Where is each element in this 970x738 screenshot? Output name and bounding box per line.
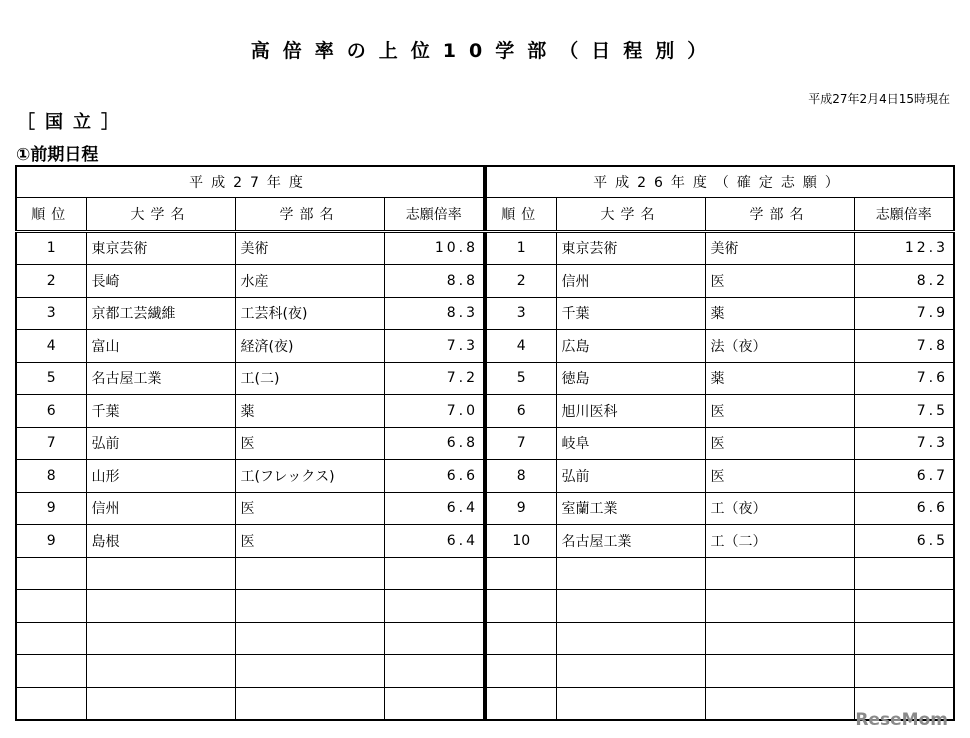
table-row — [16, 460, 484, 493]
ratio-cell — [854, 655, 954, 688]
ratio-cell: 6.7 — [854, 460, 954, 493]
column-header-university: 大学名 — [556, 198, 705, 232]
faculty-cell: 美術 — [705, 231, 854, 265]
university-cell — [556, 622, 705, 655]
rank-cell: 9 — [16, 525, 86, 558]
university-cell: 島根 — [86, 525, 235, 558]
column-header-faculty: 学部名 — [235, 198, 384, 232]
ratio-cell: 8.2 — [854, 265, 954, 298]
table-heading: 平成26年度（確定志願） — [486, 166, 954, 198]
faculty-cell: 医 — [705, 265, 854, 298]
rank-cell: 6 — [16, 395, 86, 428]
table-row — [16, 427, 484, 460]
university-cell: 東京芸術 — [86, 231, 235, 265]
rank-cell — [16, 687, 86, 720]
faculty-cell — [235, 622, 384, 655]
ratio-cell: 7.5 — [854, 395, 954, 428]
rank-cell: 2 — [486, 265, 556, 298]
university-cell — [86, 622, 235, 655]
table-row — [486, 655, 954, 688]
faculty-cell — [705, 557, 854, 590]
ratio-cell: 7.6 — [854, 362, 954, 395]
faculty-cell: 医 — [705, 460, 854, 493]
table-row — [16, 525, 484, 558]
rank-cell: 1 — [486, 231, 556, 265]
column-header-rank: 順位 — [486, 198, 556, 232]
faculty-cell: 薬 — [705, 362, 854, 395]
ratio-cell: 6.5 — [854, 525, 954, 558]
faculty-cell: 工（夜） — [705, 492, 854, 525]
university-cell: 山形 — [86, 460, 235, 493]
rank-cell: 6 — [486, 395, 556, 428]
ratio-cell — [854, 557, 954, 590]
faculty-cell: 薬 — [705, 297, 854, 330]
table-heading: 平成27年度 — [16, 166, 484, 198]
faculty-cell: 薬 — [235, 395, 384, 428]
ratio-cell: 7.9 — [854, 297, 954, 330]
rank-cell — [16, 655, 86, 688]
column-header-university: 大学名 — [86, 198, 235, 232]
table-row — [486, 622, 954, 655]
rank-cell — [486, 687, 556, 720]
table-row — [16, 687, 484, 720]
rank-cell: 8 — [486, 460, 556, 493]
rank-cell: 9 — [16, 492, 86, 525]
ratio-cell — [384, 687, 484, 720]
ratio-cell: 12.3 — [854, 231, 954, 265]
university-cell: 長崎 — [86, 265, 235, 298]
university-cell — [86, 687, 235, 720]
table-row — [486, 525, 954, 558]
ratio-cell — [854, 622, 954, 655]
university-cell — [86, 557, 235, 590]
ratio-cell: 7.0 — [384, 395, 484, 428]
rank-cell: 10 — [486, 525, 556, 558]
ratio-cell: 6.6 — [854, 492, 954, 525]
faculty-cell: 医 — [235, 525, 384, 558]
table-row — [16, 395, 484, 428]
faculty-cell — [235, 557, 384, 590]
faculty-cell: 医 — [235, 492, 384, 525]
ratio-cell — [384, 590, 484, 623]
ratio-cell: 8.3 — [384, 297, 484, 330]
ratio-cell: 6.4 — [384, 492, 484, 525]
table-row — [16, 622, 484, 655]
table-row — [486, 265, 954, 298]
faculty-cell: 医 — [705, 427, 854, 460]
rank-cell: 5 — [486, 362, 556, 395]
table-row — [16, 590, 484, 623]
table-row — [486, 460, 954, 493]
rank-cell: 3 — [486, 297, 556, 330]
table-row — [486, 427, 954, 460]
university-cell — [86, 655, 235, 688]
table-row — [16, 265, 484, 298]
table-row — [486, 557, 954, 590]
ratio-cell: 10.8 — [384, 231, 484, 265]
table-row — [16, 330, 484, 363]
ratio-cell: 6.6 — [384, 460, 484, 493]
table-2015 — [15, 165, 485, 721]
university-cell: 岐阜 — [556, 427, 705, 460]
faculty-cell — [705, 687, 854, 720]
faculty-cell: 工（二） — [705, 525, 854, 558]
university-cell: 名古屋工業 — [556, 525, 705, 558]
faculty-cell: 工(二) — [235, 362, 384, 395]
ratio-cell: 6.8 — [384, 427, 484, 460]
ratio-cell: 7.3 — [854, 427, 954, 460]
university-cell: 東京芸術 — [556, 231, 705, 265]
faculty-cell: 工芸科(夜) — [235, 297, 384, 330]
rank-cell: 4 — [486, 330, 556, 363]
university-cell: 信州 — [86, 492, 235, 525]
university-cell: 旭川医科 — [556, 395, 705, 428]
rank-cell — [486, 622, 556, 655]
university-cell: 広島 — [556, 330, 705, 363]
table-row — [16, 297, 484, 330]
university-cell: 弘前 — [86, 427, 235, 460]
column-header-faculty: 学部名 — [705, 198, 854, 232]
university-cell: 名古屋工業 — [86, 362, 235, 395]
faculty-cell: 医 — [235, 427, 384, 460]
ratio-cell — [854, 590, 954, 623]
ratio-cell: 7.3 — [384, 330, 484, 363]
table-row — [16, 231, 484, 265]
rank-cell: 1 — [16, 231, 86, 265]
table-2014 — [485, 165, 955, 721]
column-header-ratio: 志願倍率 — [854, 198, 954, 232]
table-row — [486, 297, 954, 330]
university-cell: 信州 — [556, 265, 705, 298]
university-cell: 徳島 — [556, 362, 705, 395]
table-row — [16, 655, 484, 688]
rank-cell — [16, 622, 86, 655]
rank-cell: 8 — [16, 460, 86, 493]
as-of-date: 平成27年2月4日15時現在 — [808, 92, 950, 106]
rank-cell — [486, 590, 556, 623]
rank-cell: 4 — [16, 330, 86, 363]
column-header-ratio: 志願倍率 — [384, 198, 484, 232]
rank-cell: 7 — [16, 427, 86, 460]
rank-cell — [16, 557, 86, 590]
rank-cell — [486, 655, 556, 688]
university-cell: 弘前 — [556, 460, 705, 493]
university-cell — [86, 590, 235, 623]
faculty-cell — [235, 590, 384, 623]
ratio-cell: 8.8 — [384, 265, 484, 298]
table-row — [486, 395, 954, 428]
university-cell: 千葉 — [86, 395, 235, 428]
university-cell: 千葉 — [556, 297, 705, 330]
faculty-cell — [705, 622, 854, 655]
table-row — [486, 492, 954, 525]
faculty-cell: 法（夜） — [705, 330, 854, 363]
table-row — [16, 492, 484, 525]
faculty-cell — [235, 687, 384, 720]
ratio-cell — [384, 655, 484, 688]
university-cell: 富山 — [86, 330, 235, 363]
table-row — [16, 557, 484, 590]
rank-cell: 3 — [16, 297, 86, 330]
faculty-cell — [705, 655, 854, 688]
faculty-cell — [705, 590, 854, 623]
table-row — [486, 231, 954, 265]
university-cell — [556, 687, 705, 720]
ratio-cell: 7.2 — [384, 362, 484, 395]
table-row — [16, 362, 484, 395]
ratio-cell — [384, 622, 484, 655]
faculty-cell — [235, 655, 384, 688]
rank-cell: 9 — [486, 492, 556, 525]
university-cell — [556, 557, 705, 590]
rank-cell: 7 — [486, 427, 556, 460]
rank-cell — [486, 557, 556, 590]
faculty-cell: 医 — [705, 395, 854, 428]
university-cell: 室蘭工業 — [556, 492, 705, 525]
subsection-heading: ①前期日程 — [16, 145, 99, 165]
faculty-cell: 美術 — [235, 231, 384, 265]
page-title: 高倍率の上位10学部（日程別） — [250, 40, 720, 62]
table-row — [486, 330, 954, 363]
rank-cell: 5 — [16, 362, 86, 395]
rank-cell: 2 — [16, 265, 86, 298]
university-cell — [556, 655, 705, 688]
ratio-cell: 7.8 — [854, 330, 954, 363]
university-cell — [556, 590, 705, 623]
ratio-cell: 6.4 — [384, 525, 484, 558]
faculty-cell: 経済(夜) — [235, 330, 384, 363]
table-row — [486, 362, 954, 395]
rank-cell — [16, 590, 86, 623]
university-cell: 京都工芸繊維 — [86, 297, 235, 330]
ratio-cell — [384, 557, 484, 590]
column-header-rank: 順位 — [16, 198, 86, 232]
watermark-logo: ReseMom — [855, 710, 948, 730]
faculty-cell: 工(フレックス) — [235, 460, 384, 493]
table-row — [486, 590, 954, 623]
faculty-cell: 水産 — [235, 265, 384, 298]
section-heading: ［国立］ — [17, 112, 129, 133]
